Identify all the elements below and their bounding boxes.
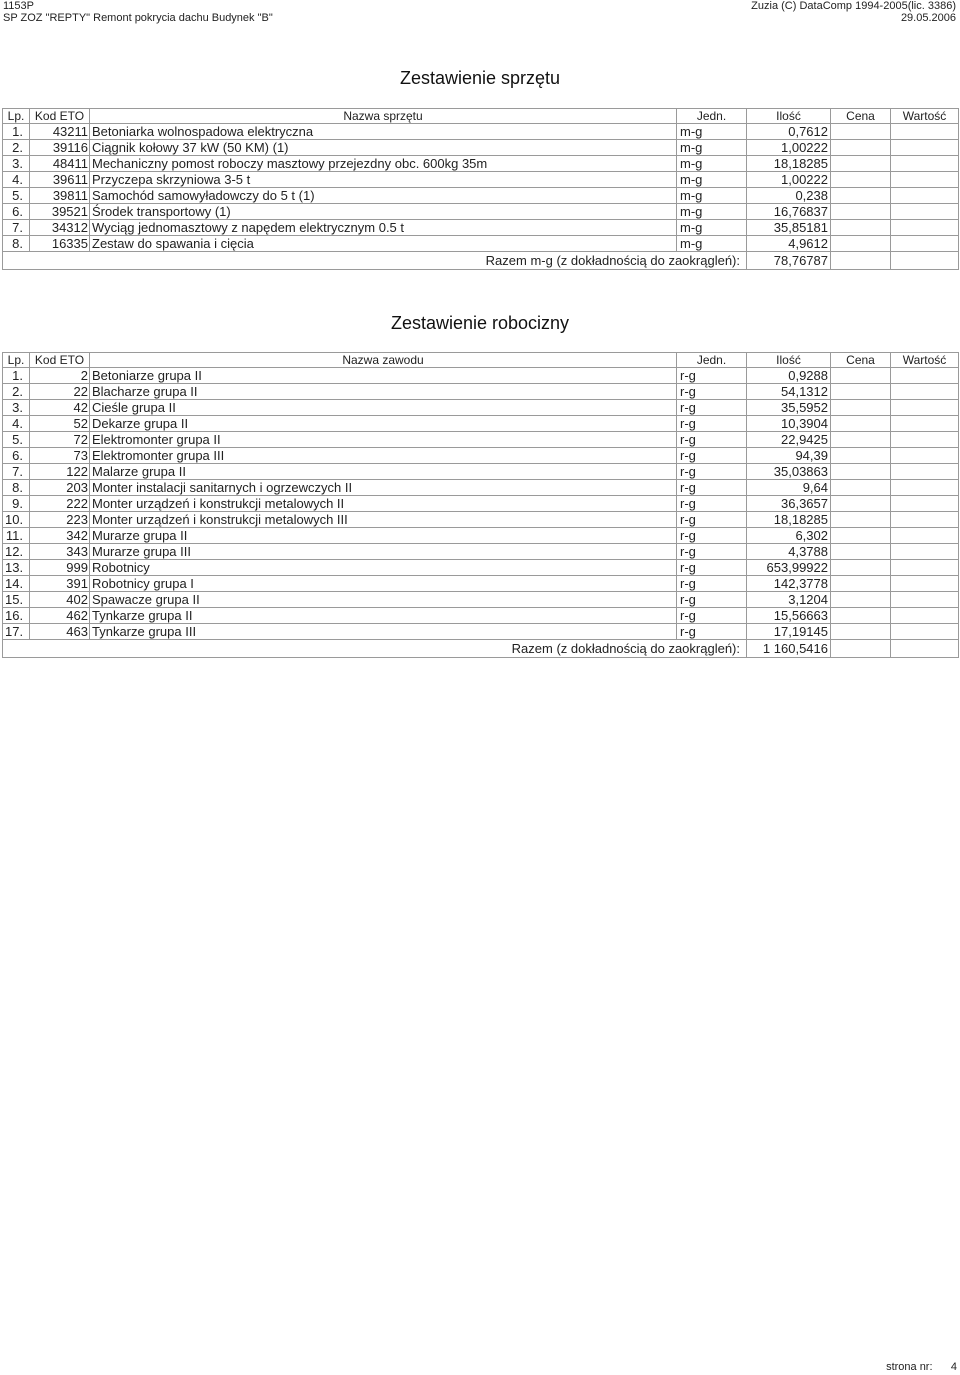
header-right [751, 0, 956, 24]
wartosc-cell [891, 432, 959, 448]
wartosc-cell [891, 448, 959, 464]
wartosc-cell [891, 384, 959, 400]
lp-cell: 12. [3, 544, 30, 560]
jedn-cell: r-g [677, 464, 747, 480]
kod-cell: 39811 [30, 188, 90, 204]
labor-total-wartosc [891, 640, 959, 658]
lp-cell: 6. [3, 204, 30, 220]
kod-cell: 391 [30, 576, 90, 592]
jedn-cell: r-g [677, 496, 747, 512]
nazwa-cell: Blacharze grupa II [90, 384, 677, 400]
lp-cell: 2. [3, 140, 30, 156]
equipment-header-row [3, 109, 959, 124]
jedn-cell: m-g [677, 156, 747, 172]
equipment-total-label: Razem m-g (z dokładnością do zaokrągleń): [3, 252, 747, 270]
ilosc-cell: 16,76837 [747, 204, 831, 220]
lp-cell: 1. [3, 368, 30, 384]
jedn-cell: r-g [677, 368, 747, 384]
kod-cell: 39611 [30, 172, 90, 188]
document-code: 1153P [3, 0, 34, 12]
jedn-cell: r-g [677, 592, 747, 608]
jedn-cell: r-g [677, 528, 747, 544]
table-row [3, 464, 959, 480]
ilosc-cell: 4,9612 [747, 236, 831, 252]
wartosc-cell [891, 544, 959, 560]
wartosc-cell [891, 204, 959, 220]
ilosc-cell: 142,3778 [747, 576, 831, 592]
col-cena: Cena [831, 109, 891, 124]
nazwa-cell: Tynkarze grupa III [90, 624, 677, 640]
nazwa-cell: Betoniarze grupa II [90, 368, 677, 384]
labor-total-value: 1 160,5416 [747, 640, 831, 658]
ilosc-cell: 0,238 [747, 188, 831, 204]
cena-cell [831, 512, 891, 528]
jedn-cell: r-g [677, 416, 747, 432]
wartosc-cell [891, 576, 959, 592]
table-row [3, 560, 959, 576]
lp-cell: 3. [3, 400, 30, 416]
lp-cell: 5. [3, 432, 30, 448]
jedn-cell: m-g [677, 204, 747, 220]
nazwa-cell: Betoniarka wolnospadowa elektryczna [90, 124, 677, 140]
cena-cell [831, 204, 891, 220]
ilosc-cell: 4,3788 [747, 544, 831, 560]
labor-title: Zestawienie robocizny [390, 313, 570, 333]
labor-total-cena [831, 640, 891, 658]
col-kod: Kod ETO [30, 353, 90, 368]
nazwa-cell: Elektromonter grupa II [90, 432, 677, 448]
kod-cell: 223 [30, 512, 90, 528]
kod-cell: 22 [30, 384, 90, 400]
page-number: 4 [950, 1361, 957, 1373]
cena-cell [831, 496, 891, 512]
cena-cell [831, 236, 891, 252]
wartosc-cell [891, 400, 959, 416]
document-date: 29.05.2006 [900, 12, 956, 24]
lp-cell: 17. [3, 624, 30, 640]
col-nazwa: Nazwa sprzętu [90, 109, 677, 124]
col-kod: Kod ETO [30, 109, 90, 124]
jedn-cell: r-g [677, 608, 747, 624]
jedn-cell: r-g [677, 544, 747, 560]
table-row [3, 512, 959, 528]
lp-cell: 15. [3, 592, 30, 608]
nazwa-cell: Monter instalacji sanitarnych i ogrzewczych II [90, 480, 677, 496]
kod-cell: 52 [30, 416, 90, 432]
wartosc-cell [891, 528, 959, 544]
jedn-cell: r-g [677, 560, 747, 576]
kod-cell: 34312 [30, 220, 90, 236]
col-nazwa: Nazwa zawodu [90, 353, 677, 368]
table-row [3, 140, 959, 156]
labor-total-label: Razem (z dokładnością do zaokrągleń): [3, 640, 747, 658]
ilosc-cell: 15,56663 [747, 608, 831, 624]
jedn-cell: m-g [677, 140, 747, 156]
jedn-cell: m-g [677, 188, 747, 204]
ilosc-cell: 35,03863 [747, 464, 831, 480]
wartosc-cell [891, 220, 959, 236]
lp-cell: 2. [3, 384, 30, 400]
ilosc-cell: 0,7612 [747, 124, 831, 140]
equipment-total-row [3, 252, 959, 270]
kod-cell: 462 [30, 608, 90, 624]
kod-cell: 122 [30, 464, 90, 480]
kod-cell: 463 [30, 624, 90, 640]
table-row [3, 124, 959, 140]
cena-cell [831, 624, 891, 640]
cena-cell [831, 608, 891, 624]
labor-header-row [3, 353, 959, 368]
table-row [3, 480, 959, 496]
header-left [3, 0, 273, 24]
nazwa-cell: Zestaw do spawania i cięcia [90, 236, 677, 252]
wartosc-cell [891, 156, 959, 172]
kod-cell: 203 [30, 480, 90, 496]
ilosc-cell: 10,3904 [747, 416, 831, 432]
kod-cell: 39116 [30, 140, 90, 156]
nazwa-cell: Dekarze grupa II [90, 416, 677, 432]
jedn-cell: r-g [677, 624, 747, 640]
wartosc-cell [891, 368, 959, 384]
equipment-total-value: 78,76787 [747, 252, 831, 270]
ilosc-cell: 18,18285 [747, 512, 831, 528]
lp-cell: 4. [3, 416, 30, 432]
table-row [3, 432, 959, 448]
nazwa-cell: Robotnicy [90, 560, 677, 576]
col-ilosc: Ilość [747, 353, 831, 368]
cena-cell [831, 592, 891, 608]
equipment-total-wartosc [891, 252, 959, 270]
table-row [3, 204, 959, 220]
cena-cell [831, 220, 891, 236]
cena-cell [831, 528, 891, 544]
wartosc-cell [891, 188, 959, 204]
col-lp: Lp. [3, 109, 30, 124]
cena-cell [831, 544, 891, 560]
jedn-cell: m-g [677, 172, 747, 188]
cena-cell [831, 400, 891, 416]
col-wartosc: Wartość [891, 353, 959, 368]
kod-cell: 73 [30, 448, 90, 464]
cena-cell [831, 416, 891, 432]
ilosc-cell: 653,99922 [747, 560, 831, 576]
wartosc-cell [891, 124, 959, 140]
cena-cell [831, 448, 891, 464]
table-row [3, 624, 959, 640]
wartosc-cell [891, 416, 959, 432]
kod-cell: 343 [30, 544, 90, 560]
cena-cell [831, 432, 891, 448]
lp-cell: 14. [3, 576, 30, 592]
ilosc-cell: 9,64 [747, 480, 831, 496]
ilosc-cell: 17,19145 [747, 624, 831, 640]
jedn-cell: m-g [677, 124, 747, 140]
cena-cell [831, 140, 891, 156]
wartosc-cell [891, 464, 959, 480]
nazwa-cell: Wyciąg jednomasztowy z napędem elektrycznym 0.5 t [90, 220, 677, 236]
table-row [3, 576, 959, 592]
table-row [3, 188, 959, 204]
jedn-cell: r-g [677, 576, 747, 592]
table-row [3, 448, 959, 464]
cena-cell [831, 172, 891, 188]
lp-cell: 11. [3, 528, 30, 544]
lp-cell: 5. [3, 188, 30, 204]
nazwa-cell: Malarze grupa II [90, 464, 677, 480]
kod-cell: 39521 [30, 204, 90, 220]
nazwa-cell: Spawacze grupa II [90, 592, 677, 608]
nazwa-cell: Mechaniczny pomost roboczy masztowy przejezdny obc. 600kg 35m [90, 156, 677, 172]
lp-cell: 8. [3, 480, 30, 496]
table-row [3, 528, 959, 544]
table-row [3, 172, 959, 188]
wartosc-cell [891, 624, 959, 640]
kod-cell: 42 [30, 400, 90, 416]
lp-cell: 3. [3, 156, 30, 172]
lp-cell: 4. [3, 172, 30, 188]
wartosc-cell [891, 172, 959, 188]
table-row [3, 592, 959, 608]
jedn-cell: m-g [677, 236, 747, 252]
table-row [3, 416, 959, 432]
ilosc-cell: 1,00222 [747, 140, 831, 156]
col-lp: Lp. [3, 353, 30, 368]
wartosc-cell [891, 236, 959, 252]
table-row [3, 368, 959, 384]
table-row [3, 544, 959, 560]
nazwa-cell: Monter urządzeń i konstrukcji metalowych III [90, 512, 677, 528]
cena-cell [831, 576, 891, 592]
ilosc-cell: 35,85181 [747, 220, 831, 236]
table-row [3, 220, 959, 236]
jedn-cell: r-g [677, 432, 747, 448]
wartosc-cell [891, 592, 959, 608]
labor-total-row [3, 640, 959, 658]
cena-cell [831, 464, 891, 480]
lp-cell: 13. [3, 560, 30, 576]
table-row [3, 608, 959, 624]
col-jedn: Jedn. [677, 109, 747, 124]
ilosc-cell: 1,00222 [747, 172, 831, 188]
project-name: SP ZOZ "REPTY" Remont pokrycia dachu Budynek "B" [3, 12, 273, 24]
lp-cell: 6. [3, 448, 30, 464]
ilosc-cell: 6,302 [747, 528, 831, 544]
jedn-cell: r-g [677, 480, 747, 496]
kod-cell: 999 [30, 560, 90, 576]
cena-cell [831, 188, 891, 204]
nazwa-cell: Samochód samowyładowczy do 5 t (1) [90, 188, 677, 204]
cena-cell [831, 156, 891, 172]
nazwa-cell: Elektromonter grupa III [90, 448, 677, 464]
lp-cell: 16. [3, 608, 30, 624]
kod-cell: 43211 [30, 124, 90, 140]
lp-cell: 9. [3, 496, 30, 512]
nazwa-cell: Cieśle grupa II [90, 400, 677, 416]
cena-cell [831, 124, 891, 140]
col-cena: Cena [831, 353, 891, 368]
kod-cell: 342 [30, 528, 90, 544]
ilosc-cell: 54,1312 [747, 384, 831, 400]
ilosc-cell: 3,1204 [747, 592, 831, 608]
page-number-label: strona nr: [886, 1361, 933, 1373]
lp-cell: 1. [3, 124, 30, 140]
nazwa-cell: Środek transportowy (1) [90, 204, 677, 220]
nazwa-cell: Tynkarze grupa II [90, 608, 677, 624]
ilosc-cell: 36,3657 [747, 496, 831, 512]
jedn-cell: r-g [677, 384, 747, 400]
kod-cell: 2 [30, 368, 90, 384]
lp-cell: 7. [3, 464, 30, 480]
cena-cell [831, 560, 891, 576]
cena-cell [831, 480, 891, 496]
page-footer [886, 1361, 957, 1373]
col-jedn: Jedn. [677, 353, 747, 368]
ilosc-cell: 0,9288 [747, 368, 831, 384]
table-row [3, 156, 959, 172]
nazwa-cell: Przyczepa skrzyniowa 3-5 t [90, 172, 677, 188]
nazwa-cell: Robotnicy grupa I [90, 576, 677, 592]
equipment-total-cena [831, 252, 891, 270]
jedn-cell: m-g [677, 220, 747, 236]
jedn-cell: r-g [677, 512, 747, 528]
nazwa-cell: Ciągnik kołowy 37 kW (50 KM) (1) [90, 140, 677, 156]
lp-cell: 10. [3, 512, 30, 528]
lp-cell: 7. [3, 220, 30, 236]
ilosc-cell: 22,9425 [747, 432, 831, 448]
jedn-cell: r-g [677, 448, 747, 464]
kod-cell: 48411 [30, 156, 90, 172]
ilosc-cell: 94,39 [747, 448, 831, 464]
wartosc-cell [891, 140, 959, 156]
kod-cell: 16335 [30, 236, 90, 252]
table-row [3, 384, 959, 400]
software-credit: Zuzia (C) DataComp 1994-2005(lic. 3386) [751, 0, 956, 12]
jedn-cell: r-g [677, 400, 747, 416]
wartosc-cell [891, 512, 959, 528]
lp-cell: 8. [3, 236, 30, 252]
table-row [3, 400, 959, 416]
wartosc-cell [891, 608, 959, 624]
nazwa-cell: Monter urządzeń i konstrukcji metalowych II [90, 496, 677, 512]
ilosc-cell: 18,18285 [747, 156, 831, 172]
col-wartosc: Wartość [891, 109, 959, 124]
table-row [3, 236, 959, 252]
cena-cell [831, 384, 891, 400]
cena-cell [831, 368, 891, 384]
ilosc-cell: 35,5952 [747, 400, 831, 416]
kod-cell: 222 [30, 496, 90, 512]
nazwa-cell: Murarze grupa II [90, 528, 677, 544]
nazwa-cell: Murarze grupa III [90, 544, 677, 560]
equipment-title: Zestawienie sprzętu [399, 68, 561, 88]
kod-cell: 72 [30, 432, 90, 448]
wartosc-cell [891, 560, 959, 576]
wartosc-cell [891, 496, 959, 512]
col-ilosc: Ilość [747, 109, 831, 124]
kod-cell: 402 [30, 592, 90, 608]
wartosc-cell [891, 480, 959, 496]
table-row [3, 496, 959, 512]
equipment-table [2, 108, 959, 270]
labor-table [2, 352, 959, 658]
